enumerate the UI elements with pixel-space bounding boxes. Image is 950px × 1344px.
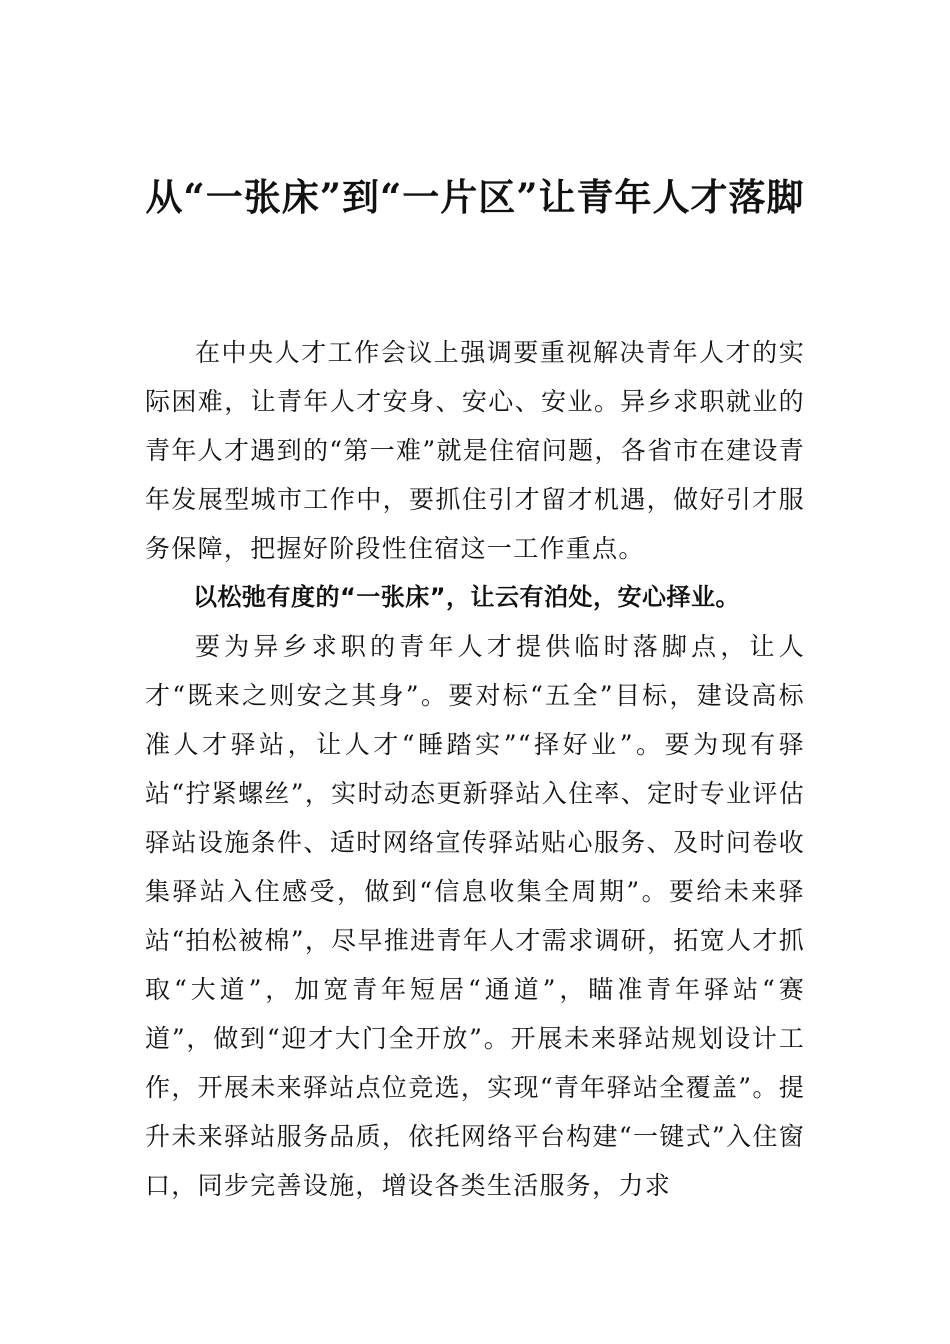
document-body [145, 328, 805, 1210]
paragraph-intro: 在中央人才工作会议上强调要重视解决青年人才的实际困难，让青年人才安身、安心、安业。异乡求职就业的青年人才遇到的“第一难”就是住宿问题，各省市在建设青年发展型城市工作中，要抓住引才留才机遇，做好引才服务保障，把握好阶段性住宿这一工作重点。 [145, 338, 805, 563]
document-title: 从“一张床”到“一片区”让青年人才落脚 [145, 175, 805, 219]
paragraph-station: 要为异乡求职的青年人才提供临时落脚点，让人才“既来之则安之其身”。要对标“五全”目标，建设高标准人才驿站，让人才“睡踏实”“择好业”。要为现有驿站“拧紧螺丝”，实时动态更新驿站入住率、定时专业评估驿站设施条件、适时网络宣传驿站贴心服务、及时问卷收集驿站入住感受，做到“信息收集全周期”。要给未来驿站“拍松被棉”，尽早推进青年人才需求调研，拓宽人才抓取“大道”，加宽青年短居“通道”，瞄准青年驿站“赛道”，做到“迎才大门全开放”。开展未来驿站规划设计工作，开展未来驿站点位竞选，实现“青年驿站全覆盖”。提升未来驿站服务品质，依托网络平台构建“一键式”入住窗口，同步完善设施，增设各类生活服务，力求 [145, 632, 805, 1200]
section-heading: 以松弛有度的“一张床”，让云有泊处，安心择业。 [193, 583, 741, 611]
